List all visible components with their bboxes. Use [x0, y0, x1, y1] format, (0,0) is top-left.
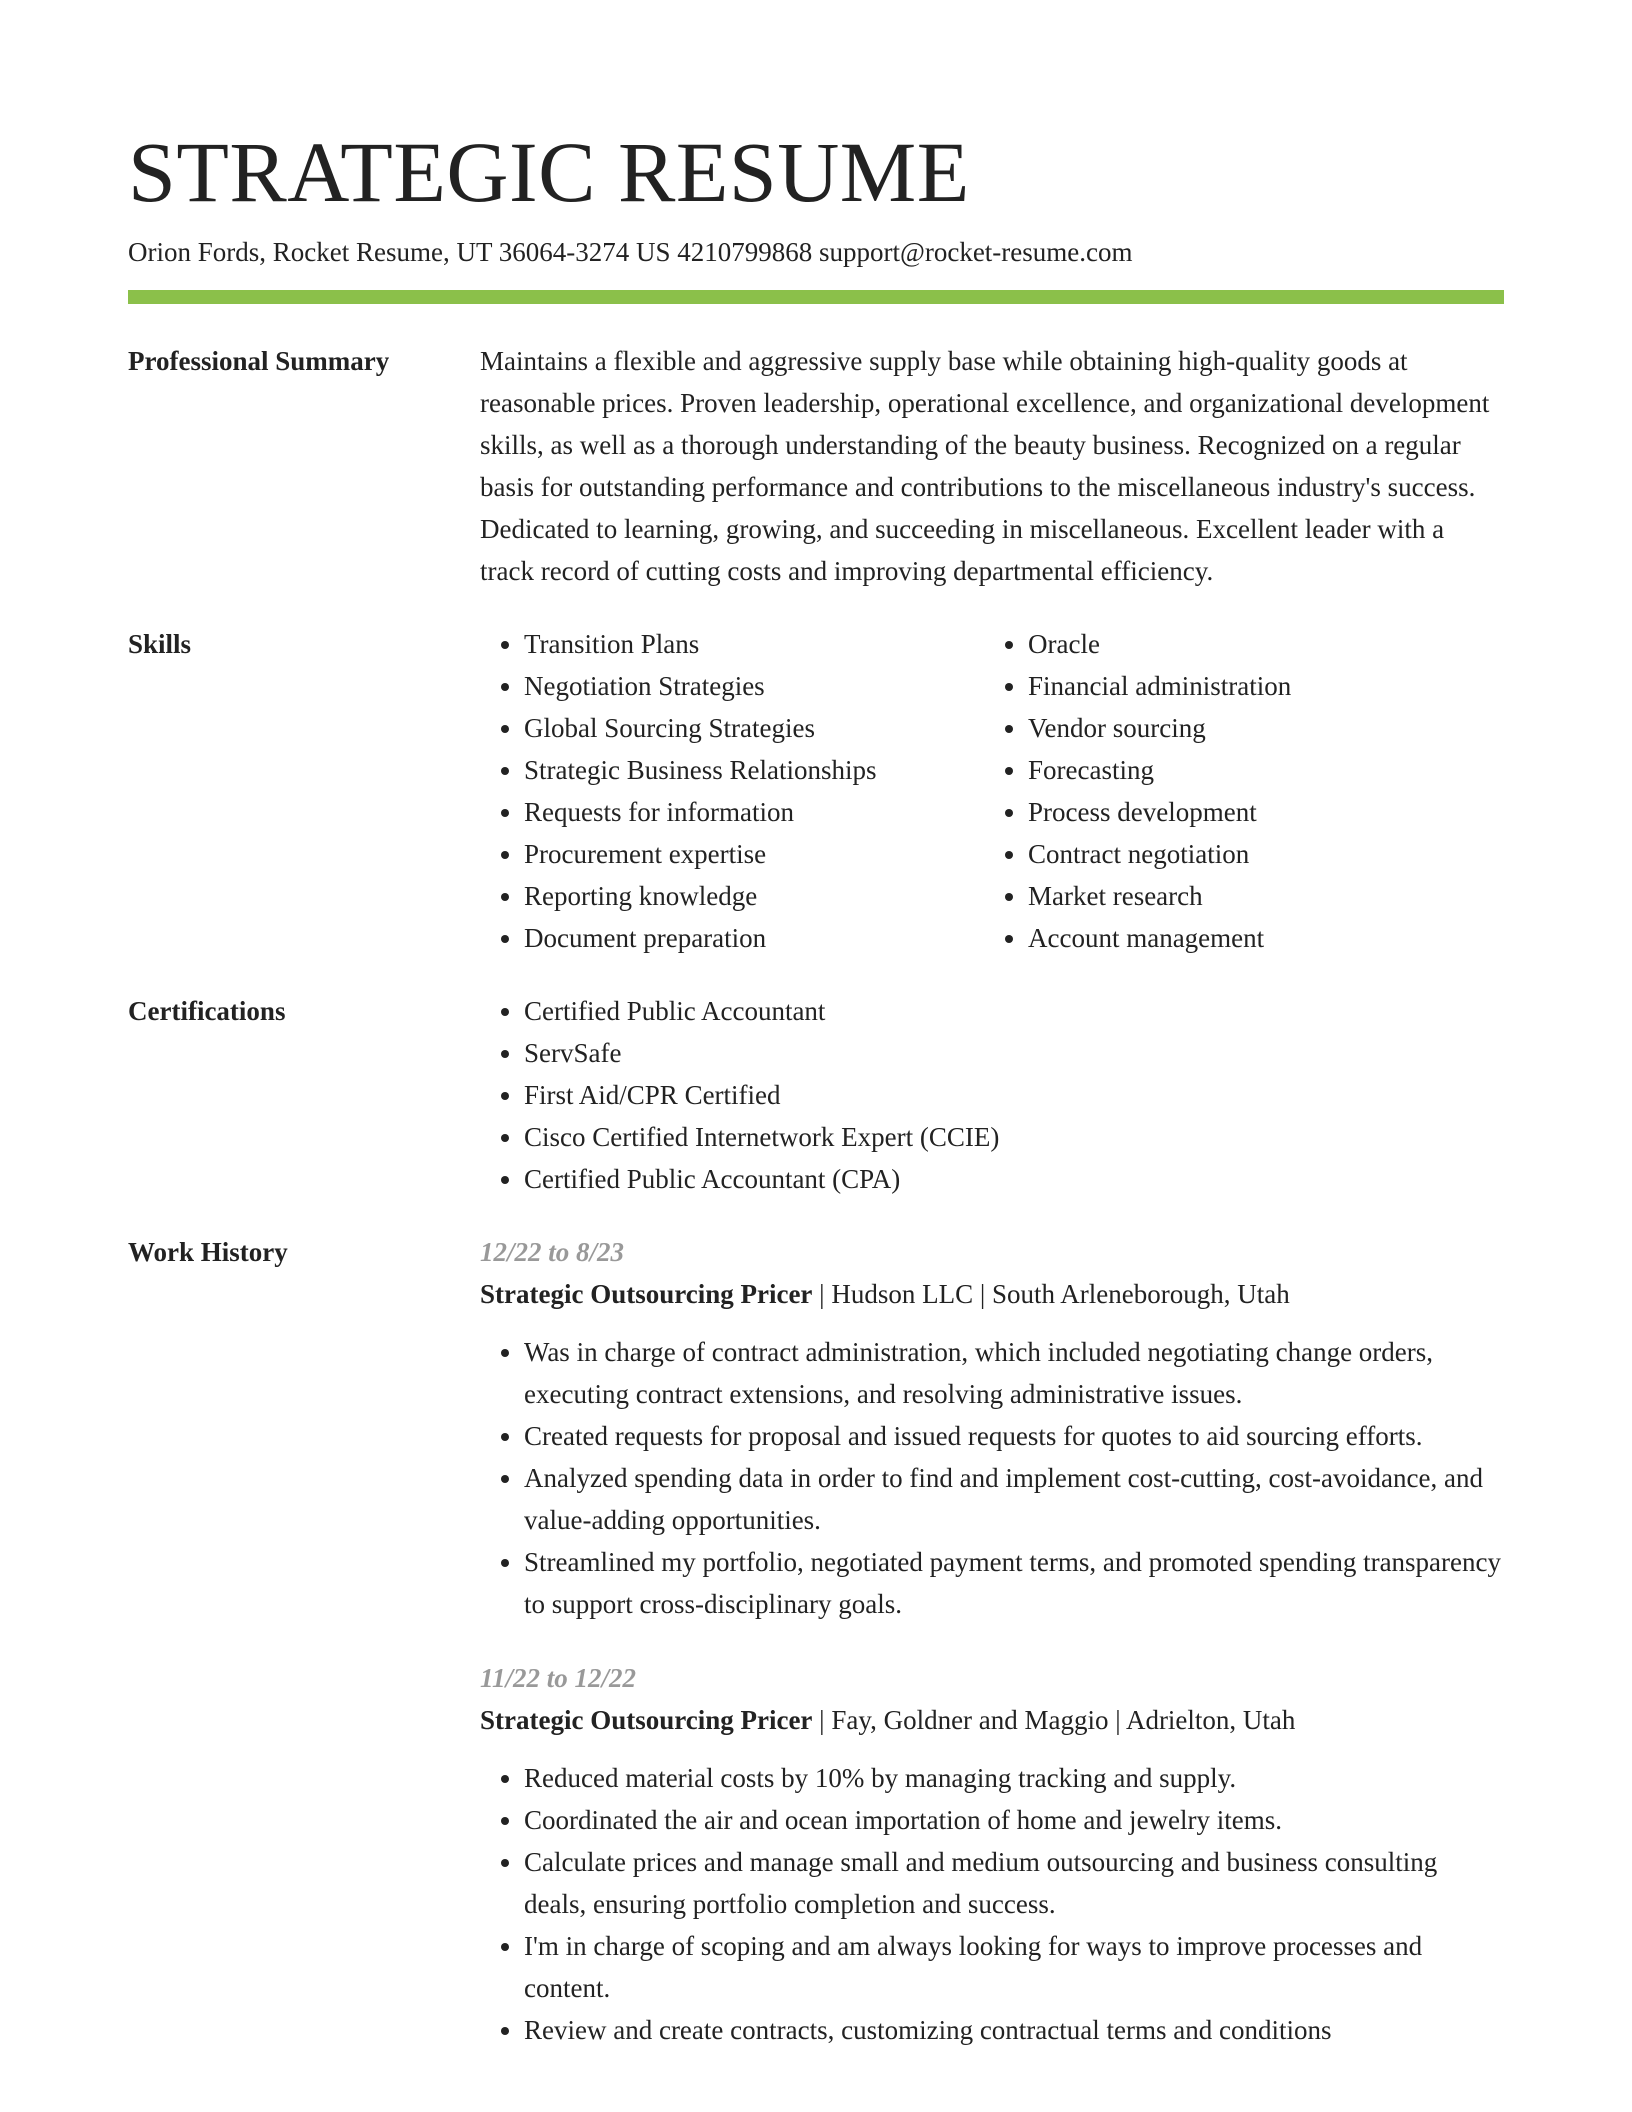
- summary-section: [128, 340, 1504, 592]
- skills-list-right: [984, 623, 1488, 959]
- skills-list-left: [480, 623, 984, 959]
- summary-label: Professional Summary: [128, 346, 390, 376]
- certifications-list: [480, 990, 1504, 1200]
- list-item: • Coordinated the air and ocean importation of home and jewelry items.: [524, 1799, 1504, 1841]
- contact-line: Orion Fords, Rocket Resume, UT 36064-3274 US 4210799868 support@rocket-resume.com: [128, 237, 1133, 267]
- summary-body: [480, 340, 1504, 592]
- accent-divider: [128, 290, 1504, 304]
- list-item: • Reporting knowledge: [524, 875, 984, 917]
- skills-column-right: [984, 623, 1488, 959]
- job-dates: 11/22 to 12/22: [480, 1663, 637, 1693]
- list-item: • Analyzed spending data in order to find and implement cost-cutting, cost-avoidance, and value-adding opportunities.: [524, 1457, 1504, 1541]
- job-details: | Hudson LLC | South Arleneborough, Utah: [812, 1279, 1290, 1309]
- list-item: • Procurement expertise: [524, 833, 984, 875]
- skills-body: [480, 623, 1504, 959]
- list-item: • I'm in charge of scoping and am always looking for ways to improve processes and content.: [524, 1925, 1504, 2009]
- list-item: • Created requests for proposal and issued requests for quotes to aid sourcing efforts.: [524, 1415, 1504, 1457]
- job-details: | Fay, Goldner and Maggio | Adrielton, Utah: [812, 1705, 1296, 1735]
- certifications-label: Certifications: [128, 996, 286, 1026]
- job-dates: 12/22 to 8/23: [480, 1237, 625, 1267]
- work-history-body: [480, 1231, 1504, 2051]
- list-item: • Oracle: [1028, 623, 1488, 665]
- certifications-body: [480, 990, 1504, 1200]
- work-history-label: Work History: [128, 1237, 288, 1267]
- list-item: • Negotiation Strategies: [524, 665, 984, 707]
- skills-label: Skills: [128, 629, 192, 659]
- job-bullets: [480, 1757, 1504, 2051]
- list-item: • First Aid/CPR Certified: [524, 1074, 1504, 1116]
- job-title: Strategic Outsourcing Pricer: [480, 1705, 813, 1735]
- list-item: • Contract negotiation: [1028, 833, 1488, 875]
- skills-section: [128, 623, 1504, 959]
- job-entry: [480, 1657, 1504, 2051]
- list-item: • Transition Plans: [524, 623, 984, 665]
- list-item: • Was in charge of contract administration, which included negotiating change orders, executing contract extensions, and resolving administrative issues.: [524, 1331, 1504, 1415]
- resume-title: STRATEGIC RESUME: [128, 124, 970, 220]
- job-title: Strategic Outsourcing Pricer: [480, 1279, 813, 1309]
- list-item: • Market research: [1028, 875, 1488, 917]
- list-item: • Certified Public Accountant (CPA): [524, 1158, 1504, 1200]
- work-history-section: [128, 1231, 1504, 2051]
- job-entry: [480, 1231, 1504, 1625]
- list-item: • Strategic Business Relationships: [524, 749, 984, 791]
- job-bullets: [480, 1331, 1504, 1625]
- list-item: • Reduced material costs by 10% by managing tracking and supply.: [524, 1757, 1504, 1799]
- list-item: • Streamlined my portfolio, negotiated payment terms, and promoted spending transparency to support cross-disciplinary goals.: [524, 1541, 1504, 1625]
- job-heading: [480, 1699, 1504, 1741]
- list-item: • Cisco Certified Internetwork Expert (CCIE): [524, 1116, 1504, 1158]
- resume-page: [128, 0, 1504, 2051]
- list-item: • Forecasting: [1028, 749, 1488, 791]
- summary-text: Maintains a flexible and aggressive supply base while obtaining high-quality goods at reasonable prices. Proven leadership, operational excellence, and organizational development skills, as well as a thorough understanding of the beauty business. Recognized on a regular basis for outstanding performance and contributions to the miscellaneous industry's success. Dedicated to learning, growing, and succeeding in miscellaneous. Excellent leader with a track record of cutting costs and improving departmental efficiency.: [480, 346, 1490, 586]
- job-heading: [480, 1273, 1504, 1315]
- list-item: • Global Sourcing Strategies: [524, 707, 984, 749]
- list-item: • Review and create contracts, customizing contractual terms and conditions: [524, 2009, 1504, 2051]
- list-item: • Document preparation: [524, 917, 984, 959]
- list-item: • Account management: [1028, 917, 1488, 959]
- skills-column-left: [480, 623, 984, 959]
- list-item: • Calculate prices and manage small and medium outsourcing and business consulting deals, ensuring portfolio completion and success.: [524, 1841, 1504, 1925]
- list-item: • Vendor sourcing: [1028, 707, 1488, 749]
- list-item: • ServSafe: [524, 1032, 1504, 1074]
- list-item: • Process development: [1028, 791, 1488, 833]
- list-item: • Financial administration: [1028, 665, 1488, 707]
- list-item: • Requests for information: [524, 791, 984, 833]
- certifications-section: [128, 990, 1504, 1200]
- list-item: • Certified Public Accountant: [524, 990, 1504, 1032]
